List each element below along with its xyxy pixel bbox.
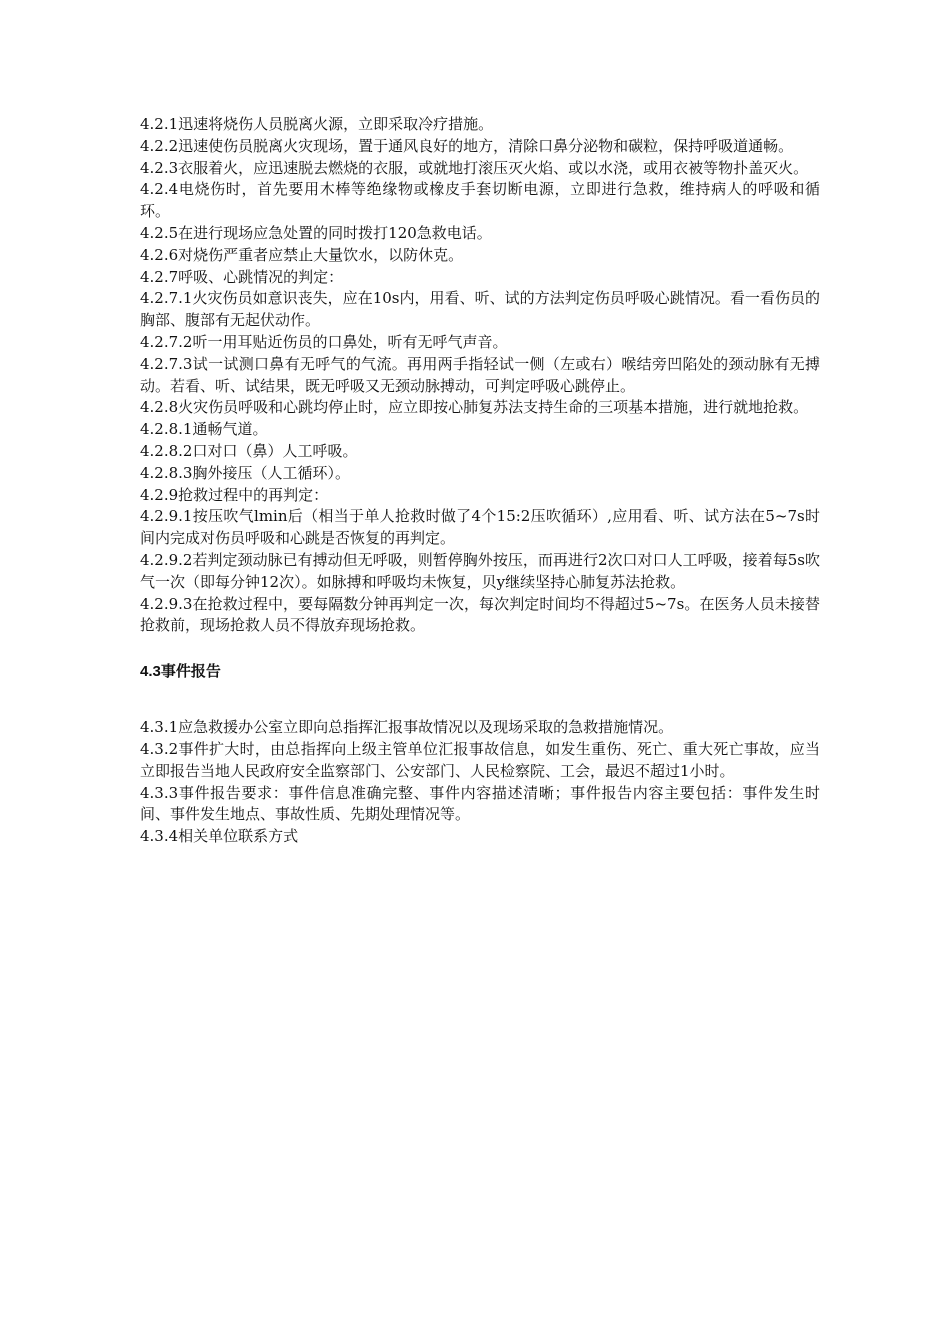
paragraph-4-2-8-3: 4.2.8.3胸外接压（人工循环）。 xyxy=(140,463,350,482)
paragraph-4-2-9: 4.2.9抢救过程中的再判定： xyxy=(140,485,329,504)
paragraph-4-2-9-1: 4.2.9.1按压吹气lmin后（相当于单人抢救时做了4个15:2压吹循环）,应用看、听、试方法在5~7s时间内完成对伤员呼吸和心跳是否恢复的再判定。 xyxy=(140,507,820,548)
paragraph-4-2-1: 4.2.1迅速将烧伤人员脱离火源，立即采取冷疗措施。 xyxy=(140,115,494,133)
paragraph-4-3-3: 4.3.3事件报告要求：事件信息准确完整、事件内容描述清晰；事件报告内容主要包括：事件发生时间、事件发生地点、事故性质、先期处理情况等。 xyxy=(140,783,820,824)
paragraph-4-2-3: 4.2.3衣服着火，应迅速脱去燃烧的衣服，或就地打滚压灭火焰、或以水浇，或用衣被等物扑盖灭火。 xyxy=(140,158,809,177)
paragraph-4-2-6: 4.2.6对烧伤严重者应禁止大量饮水，以防休克。 xyxy=(140,245,464,264)
paragraph-4-2-9-3: 4.2.9.3在抢救过程中，要每隔数分钟再判定一次，每次判定时间均不得超过5~7s。在医务人员未接替抢救前，现场抢救人员不得放弃现场抢救。 xyxy=(140,594,820,635)
paragraph-4-2-2: 4.2.2迅速使伤员脱离火灾现场，置于通风良好的地方，清除口鼻分泌物和碳粒，保持呼吸道通畅。 xyxy=(140,136,794,155)
section-4-2-body xyxy=(140,114,820,637)
paragraph-4-2-7-3: 4.2.7.3试一试测口鼻有无呼气的气流。再用两手指轻试一侧（左或右）喉结旁凹陷处的颈动脉有无搏动。若看、听、试结果，既无呼吸又无颈动脉搏动，可判定呼吸心跳停止。 xyxy=(140,354,820,395)
paragraph-4-2-5: 4.2.5在进行现场应急处置的同时拨打120急救电话。 xyxy=(140,223,492,242)
paragraph-4-2-8: 4.2.8火灾伤员呼吸和心跳均停止时，应立即按心肺复苏法支持生命的三项基本措施，进行就地抢救。 xyxy=(140,398,809,417)
paragraph-4-3-4: 4.3.4相关单位联系方式 xyxy=(140,827,299,846)
paragraph-4-2-9-2: 4.2.9.2若判定颈动脉已有搏动但无呼吸，则暂停胸外按压，而再进行2次口对口人工呼吸，接着每5s吹气一次（即每分钟12次）。如脉搏和呼吸均未恢复，贝y继续坚持心肺复苏法抢救。 xyxy=(140,550,820,591)
document-page xyxy=(140,114,820,848)
section-4-3-body xyxy=(140,717,820,848)
paragraph-4-3-1: 4.3.1应急救援办公室立即向总指挥汇报事故情况以及现场采取的急救措施情况。 xyxy=(140,718,674,737)
paragraph-4-2-8-1: 4.2.8.1通畅气道。 xyxy=(140,420,268,439)
paragraph-4-2-8-2: 4.2.8.2口对口（鼻）人工呼吸。 xyxy=(140,441,358,460)
paragraph-4-2-7-2: 4.2.7.2听一用耳贴近伤员的口鼻处，听有无呼气声音。 xyxy=(140,332,508,351)
paragraph-4-2-4: 4.2.4电烧伤时，首先要用木棒等绝缘物或橡皮手套切断电源，立即进行急救，维持病人的呼吸和循环。 xyxy=(140,180,820,221)
section-4-3-title: 事件报告 xyxy=(160,662,221,681)
paragraph-4-3-2: 4.3.2事件扩大时，由总指挥向上级主管单位汇报事故信息，如发生重伤、死亡、重大死亡事故，应当立即报告当地人民政府安全监察部门、公安部门、人民检察院、工会，最迟不超过1小时。 xyxy=(140,739,820,780)
section-4-3-number: 4.3 xyxy=(140,663,161,681)
paragraph-4-2-7-1: 4.2.7.1火灾伤员如意识丧失，应在10s内，用看、听、试的方法判定伤员呼吸心跳情况。看一看伤员的胸部、腹部有无起伏动作。 xyxy=(140,289,820,330)
section-4-3-heading xyxy=(140,661,820,682)
paragraph-4-2-7: 4.2.7呼吸、心跳情况的判定： xyxy=(140,267,344,286)
